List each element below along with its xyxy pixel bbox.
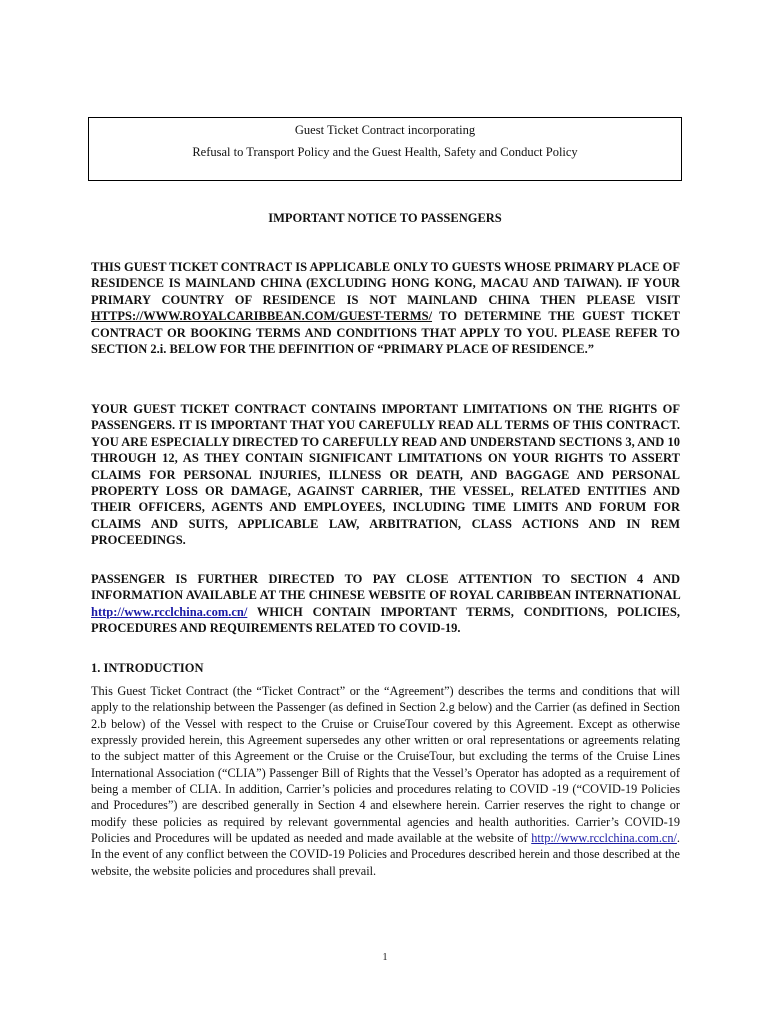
introduction-paragraph — [91, 683, 680, 879]
applicability-text-end: TO DETERMINE THE GUEST TICKET CONTRACT OR BOOKING TERMS AND CONDITIONS THAT APPLY TO YOU. PLEASE REFER TO SECTION 2.i. BELOW FOR THE DEFINITION OF “PRIMARY PLACE OF RESIDENCE.” — [91, 309, 680, 357]
section-heading-introduction: 1. INTRODUCTION — [91, 661, 204, 675]
title-box — [88, 117, 682, 181]
rcclchina-website-link[interactable]: http://www.rcclchina.com.cn/ — [531, 831, 677, 846]
applicability-paragraph — [91, 259, 680, 357]
applicability-text-start: THIS GUEST TICKET CONTRACT IS APPLICABLE ONLY TO GUESTS WHOSE PRIMARY PLACE OF RESIDENCE IS MAINLAND CHINA (EXCLUDING HONG KONG, MACAU AND TAIWAN). IF YOUR PRIMARY COUNTRY OF RESIDENCE IS NOT MAINLAND CHINA THEN PLEASE VISIT — [91, 260, 680, 307]
introduction-text-end: . In the event of any conflict between the COVID-19 Policies and Procedures described herein and those described at the website, the website policies and procedures shall prevail. — [91, 831, 680, 878]
guest-terms-link[interactable]: HTTPS://WWW.ROYALCARIBBEAN.COM/GUEST-TERMS/ — [91, 309, 433, 324]
covid-notice-paragraph — [91, 571, 680, 637]
limitations-paragraph: YOUR GUEST TICKET CONTRACT CONTAINS IMPORTANT LIMITATIONS ON THE RIGHTS OF PASSENGERS. IT IS IMPORTANT THAT YOU CAREFULLY READ ALL TERMS OF THIS CONTRACT. YOU ARE ESPECIALLY DIRECTED TO CAREFULLY READ AND UNDERSTAND SECTIONS 3, AND 10 THROUGH 12, AS THEY CONTAIN SIGNIFICANT LIMITATIONS ON YOUR RIGHTS TO ASSERT CLAIMS FOR PERSONAL INJURIES, ILLNESS OR DEATH, AND BAGGAGE AND PERSONAL PROPERTY LOSS OR DAMAGE, AGAINST CARRIER, THE VESSEL, RELATED ENTITIES AND THEIR OFFICERS, AGENTS AND EMPLOYEES, INCLUDING TIME LIMITS AND FORUM FOR CLAIMS AND SUITS, APPLICABLE LAW, ARBITRATION, CLASS ACTIONS AND IN REM PROCEEDINGS. — [91, 402, 680, 548]
page-number: 1 — [382, 952, 388, 963]
rcclchina-link[interactable]: http://www.rcclchina.com.cn/ — [91, 604, 248, 619]
notice-heading: IMPORTANT NOTICE TO PASSENGERS — [268, 211, 502, 225]
covid-notice-text-start: PASSENGER IS FURTHER DIRECTED TO PAY CLOSE ATTENTION TO SECTION 4 AND INFORMATION AVAILABLE AT THE CHINESE WEBSITE OF ROYAL CARIBBEAN INTERNATIONAL — [91, 572, 680, 603]
title-line-1: Guest Ticket Contract incorporating — [294, 123, 476, 137]
introduction-text-start: This Guest Ticket Contract (the “Ticket Contract” or the “Agreement”) describes the terms and conditions that will apply to the relationship between the Passenger (as defined in Section 2.g below) and the Carrier (as defined in Section 2.b below) of the Vessel with respect to the Cruise or CruiseTour covered by this Agreement. Except as otherwise expressly provided herein, this Agreement supersedes any other written or oral representations or agreements relating to the subject matter of this Agreement or the Cruise or the CruiseTour, but excluding the terms of the Cruise Lines International Association (“CLIA”) Passenger Bill of Rights that the Vessel’s Operator has adopted as a requirement of being a member of CLIA. In addition, Carrier’s policies and procedures relating to COVID -19 (“COVID-19 Policies and Procedures”) are described generally in Section 4 and elsewhere herein. Carrier reserves the right to change or modify these policies as required by relevant governmental agencies and health authorities. Carrier’s COVID-19 Policies and Procedures will be updated as needed and made available at the website of — [91, 684, 680, 846]
covid-notice-text-end: WHICH CONTAIN IMPORTANT TERMS, CONDITIONS, POLICIES, PROCEDURES AND REQUIREMENTS RELATED TO COVID-19. — [91, 604, 680, 636]
title-line-2: Refusal to Transport Policy and the Guest Health, Safety and Conduct Policy — [192, 145, 578, 159]
